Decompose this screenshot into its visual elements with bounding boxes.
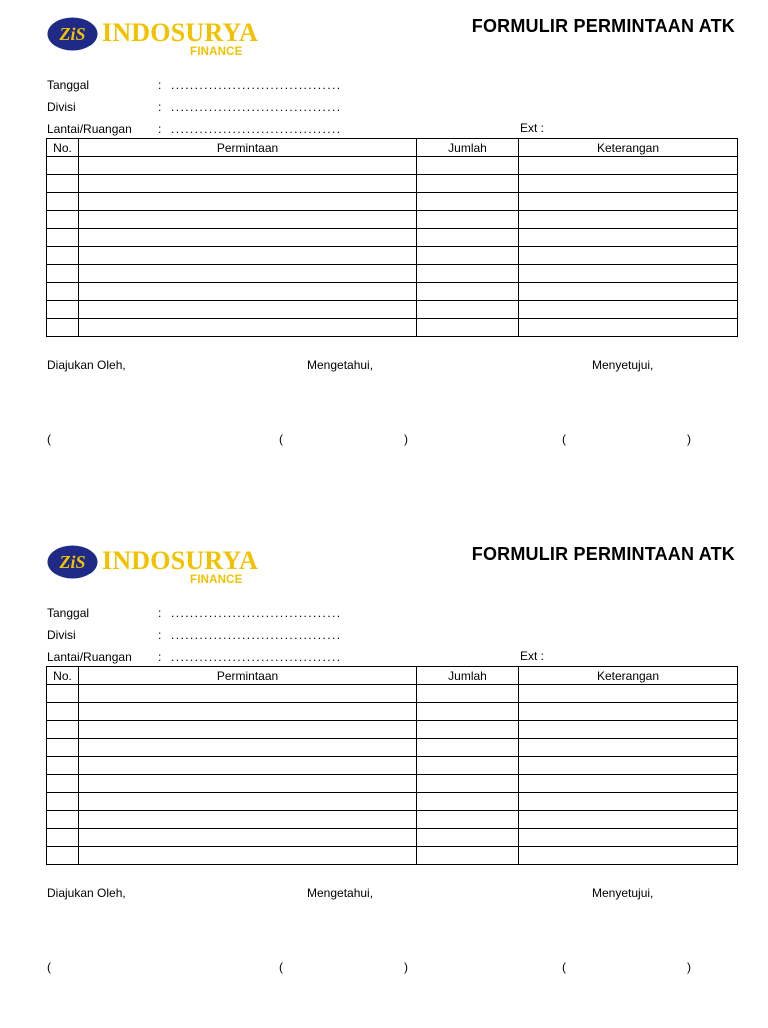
column-header-permintaan: Permintaan (79, 139, 417, 157)
table-row (47, 721, 738, 739)
table-row (47, 229, 738, 247)
cell-jumlah[interactable] (417, 229, 519, 247)
cell-permintaan[interactable] (79, 811, 417, 829)
column-header-jumlah: Jumlah (417, 139, 519, 157)
table-row (47, 847, 738, 865)
cell-permintaan[interactable] (79, 175, 417, 193)
signature-bracket-open: ( (47, 432, 51, 446)
cell-permintaan[interactable] (79, 703, 417, 721)
field-colon: : (158, 628, 162, 642)
atk-request-form (0, 0, 768, 500)
cell-keterangan[interactable] (519, 193, 738, 211)
signature-submitted-label: Diajukan Oleh, (47, 358, 126, 372)
column-header-keterangan: Keterangan (519, 139, 738, 157)
column-header-keterangan: Keterangan (519, 667, 738, 685)
logo-sub-text: FINANCE (190, 574, 243, 586)
cell-permintaan[interactable] (79, 775, 417, 793)
cell-no[interactable] (47, 793, 79, 811)
cell-permintaan[interactable] (79, 193, 417, 211)
cell-jumlah[interactable] (417, 739, 519, 757)
cell-jumlah[interactable] (417, 811, 519, 829)
atk-request-form (0, 528, 768, 1028)
field-dotted-line[interactable]: .................................... (171, 122, 342, 136)
cell-permintaan[interactable] (79, 247, 417, 265)
table-header-row (47, 667, 738, 685)
request-table (46, 666, 738, 865)
cell-keterangan[interactable] (519, 157, 738, 175)
cell-keterangan[interactable] (519, 319, 738, 337)
cell-jumlah[interactable] (417, 721, 519, 739)
signature-bracket-open: ( (562, 432, 566, 446)
cell-no[interactable] (47, 739, 79, 757)
form-title: FORMULIR PERMINTAAN ATK (471, 16, 735, 36)
field-label: Tanggal (47, 78, 90, 92)
cell-no[interactable] (47, 193, 79, 211)
cell-no[interactable] (47, 283, 79, 301)
zis-logo-icon (47, 17, 98, 51)
field-colon: : (158, 78, 162, 92)
ext-label: Ext : (520, 121, 545, 135)
field-colon: : (158, 100, 162, 114)
signature-bracket-open: ( (279, 432, 283, 446)
signature-approved-label: Menyetujui, (592, 886, 654, 900)
table-row (47, 793, 738, 811)
cell-no[interactable] (47, 175, 79, 193)
cell-jumlah[interactable] (417, 175, 519, 193)
cell-keterangan[interactable] (519, 685, 738, 703)
cell-no[interactable] (47, 301, 79, 319)
field-dotted-line[interactable]: .................................... (171, 650, 342, 664)
cell-permintaan[interactable] (79, 793, 417, 811)
cell-no[interactable] (47, 721, 79, 739)
cell-jumlah[interactable] (417, 283, 519, 301)
logo-brand-text: INDOSURYA (102, 18, 258, 47)
cell-keterangan[interactable] (519, 793, 738, 811)
table-row (47, 175, 738, 193)
cell-permintaan[interactable] (79, 229, 417, 247)
cell-permintaan[interactable] (79, 829, 417, 847)
cell-keterangan[interactable] (519, 247, 738, 265)
table-row (47, 157, 738, 175)
cell-no[interactable] (47, 265, 79, 283)
signature-bracket-close: ) (687, 960, 691, 974)
field-colon: : (158, 122, 162, 136)
request-table (46, 138, 738, 337)
cell-no[interactable] (47, 847, 79, 865)
cell-permintaan[interactable] (79, 211, 417, 229)
table-row (47, 703, 738, 721)
logo-brand-text: INDOSURYA (102, 546, 258, 575)
svg-text:ZiS: ZiS (59, 24, 86, 44)
field-label: Divisi (47, 628, 76, 642)
cell-keterangan[interactable] (519, 721, 738, 739)
table-header-row (47, 139, 738, 157)
signature-bracket-open: ( (47, 960, 51, 974)
table-row (47, 775, 738, 793)
cell-jumlah[interactable] (417, 847, 519, 865)
field-label: Tanggal (47, 606, 90, 620)
cell-jumlah[interactable] (417, 775, 519, 793)
cell-keterangan[interactable] (519, 829, 738, 847)
company-logo (47, 545, 257, 591)
signature-approved-label: Menyetujui, (592, 358, 654, 372)
cell-no[interactable] (47, 703, 79, 721)
cell-jumlah[interactable] (417, 211, 519, 229)
signature-acknowledged-label: Mengetahui, (307, 886, 374, 900)
field-colon: : (158, 650, 162, 664)
cell-no[interactable] (47, 685, 79, 703)
signature-acknowledged-label: Mengetahui, (307, 358, 374, 372)
cell-jumlah[interactable] (417, 793, 519, 811)
signature-bracket-open: ( (562, 960, 566, 974)
cell-no[interactable] (47, 211, 79, 229)
cell-permintaan[interactable] (79, 301, 417, 319)
cell-keterangan[interactable] (519, 757, 738, 775)
cell-jumlah[interactable] (417, 685, 519, 703)
table-row (47, 685, 738, 703)
field-label: Lantai/Ruangan (47, 122, 132, 136)
signature-bracket-close: ) (687, 432, 691, 446)
table-row (47, 247, 738, 265)
field-dotted-line[interactable]: .................................... (171, 606, 342, 620)
table-row (47, 739, 738, 757)
cell-no[interactable] (47, 319, 79, 337)
table-row (47, 319, 738, 337)
table-row (47, 829, 738, 847)
table-row (47, 265, 738, 283)
cell-jumlah[interactable] (417, 757, 519, 775)
cell-keterangan[interactable] (519, 301, 738, 319)
cell-keterangan[interactable] (519, 211, 738, 229)
ext-label: Ext : (520, 649, 545, 663)
cell-jumlah[interactable] (417, 265, 519, 283)
cell-keterangan[interactable] (519, 265, 738, 283)
cell-permintaan[interactable] (79, 685, 417, 703)
signature-bracket-close: ) (404, 432, 408, 446)
column-header-no: No. (47, 667, 79, 685)
field-dotted-line[interactable]: .................................... (171, 78, 342, 92)
field-colon: : (158, 606, 162, 620)
cell-keterangan[interactable] (519, 175, 738, 193)
cell-no[interactable] (47, 811, 79, 829)
field-dotted-line[interactable]: .................................... (171, 628, 342, 642)
cell-permintaan[interactable] (79, 757, 417, 775)
cell-keterangan[interactable] (519, 847, 738, 865)
cell-no[interactable] (47, 247, 79, 265)
cell-permintaan[interactable] (79, 721, 417, 739)
cell-jumlah[interactable] (417, 247, 519, 265)
table-row (47, 283, 738, 301)
cell-no[interactable] (47, 157, 79, 175)
cell-permintaan[interactable] (79, 265, 417, 283)
cell-no[interactable] (47, 829, 79, 847)
column-header-jumlah: Jumlah (417, 667, 519, 685)
table-row (47, 301, 738, 319)
table-row (47, 811, 738, 829)
cell-jumlah[interactable] (417, 301, 519, 319)
cell-permintaan[interactable] (79, 157, 417, 175)
cell-permintaan[interactable] (79, 283, 417, 301)
cell-jumlah[interactable] (417, 193, 519, 211)
signature-bracket-open: ( (279, 960, 283, 974)
cell-keterangan[interactable] (519, 739, 738, 757)
table-row (47, 757, 738, 775)
company-logo (47, 17, 257, 63)
field-dotted-line[interactable]: .................................... (171, 100, 342, 114)
column-header-permintaan: Permintaan (79, 667, 417, 685)
cell-keterangan[interactable] (519, 703, 738, 721)
logo-sub-text: FINANCE (190, 46, 243, 58)
signature-submitted-label: Diajukan Oleh, (47, 886, 126, 900)
field-label: Lantai/Ruangan (47, 650, 132, 664)
cell-no[interactable] (47, 757, 79, 775)
cell-no[interactable] (47, 229, 79, 247)
field-label: Divisi (47, 100, 76, 114)
column-header-no: No. (47, 139, 79, 157)
cell-permintaan[interactable] (79, 319, 417, 337)
table-row (47, 211, 738, 229)
cell-keterangan[interactable] (519, 811, 738, 829)
cell-permintaan[interactable] (79, 847, 417, 865)
zis-logo-icon (47, 545, 98, 579)
signature-bracket-close: ) (404, 960, 408, 974)
table-row (47, 193, 738, 211)
cell-keterangan[interactable] (519, 229, 738, 247)
cell-keterangan[interactable] (519, 283, 738, 301)
form-title: FORMULIR PERMINTAAN ATK (471, 544, 735, 564)
cell-keterangan[interactable] (519, 775, 738, 793)
svg-text:ZiS: ZiS (59, 552, 86, 572)
cell-permintaan[interactable] (79, 739, 417, 757)
cell-jumlah[interactable] (417, 703, 519, 721)
cell-jumlah[interactable] (417, 157, 519, 175)
cell-jumlah[interactable] (417, 319, 519, 337)
cell-jumlah[interactable] (417, 829, 519, 847)
cell-no[interactable] (47, 775, 79, 793)
